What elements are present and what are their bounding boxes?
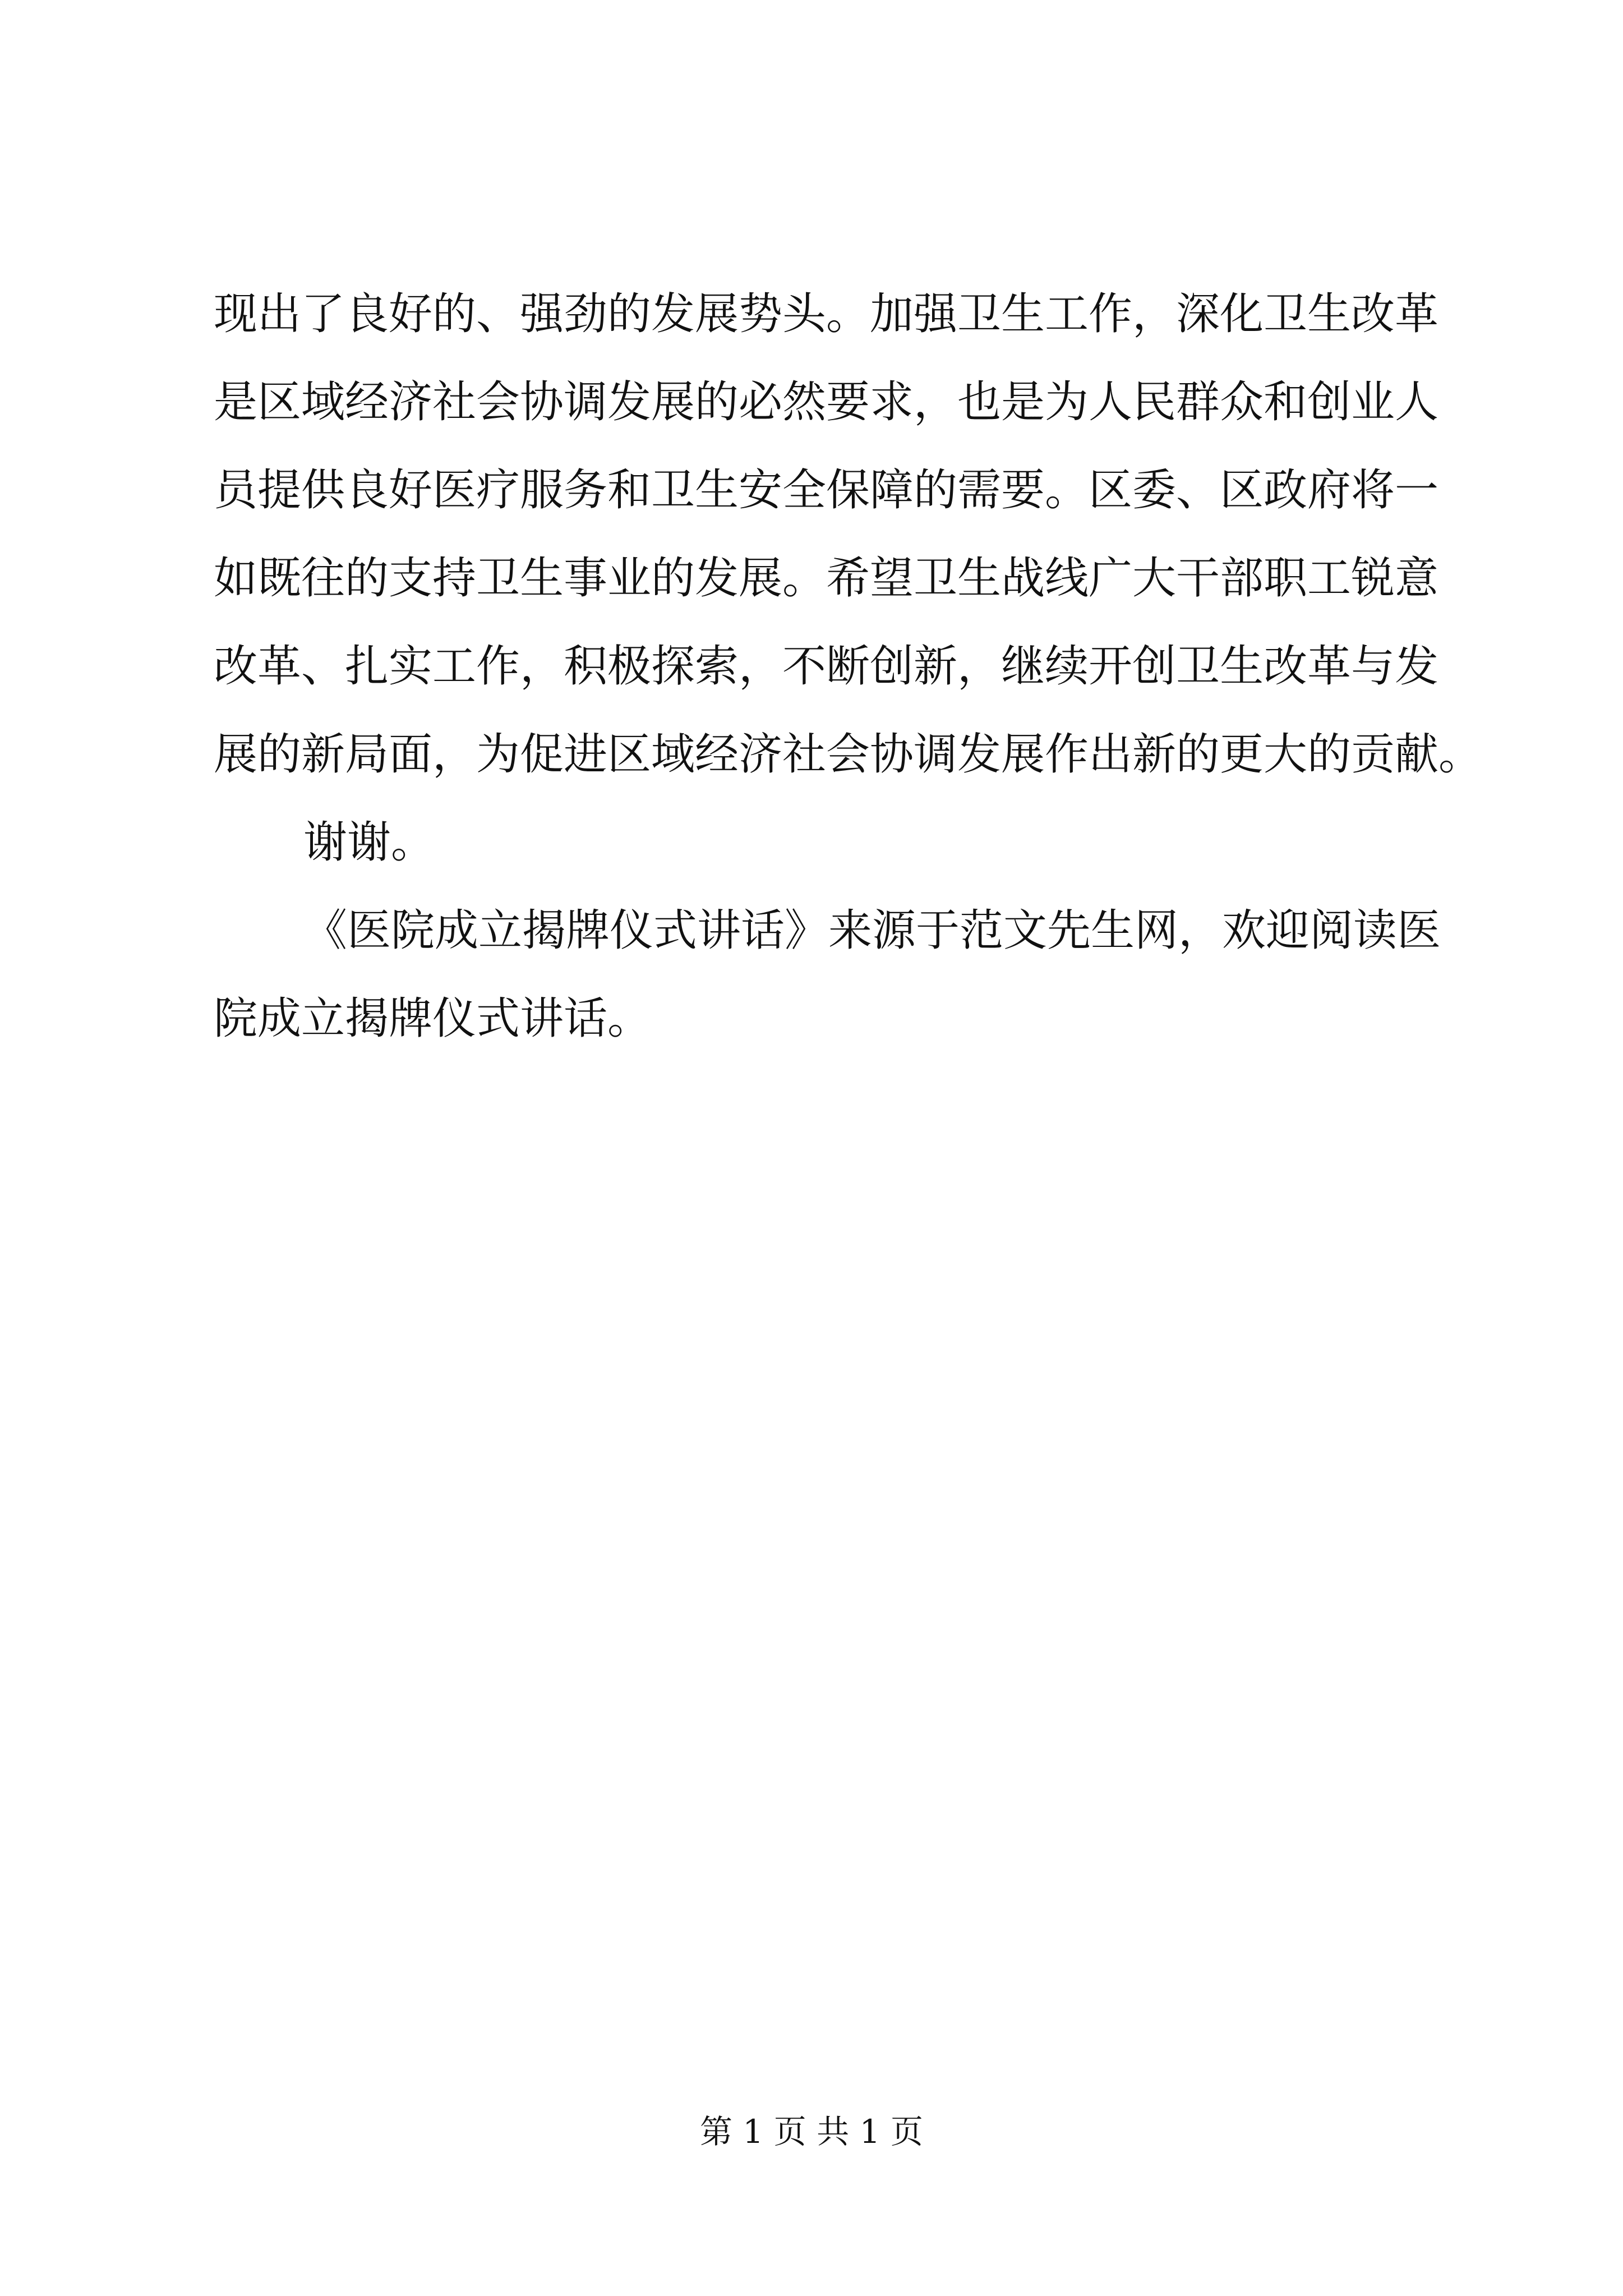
- body-line: 展的新局面，为促进区域经济社会协调发展作出新的更大的贡献。: [214, 729, 1483, 780]
- source-note-line: 院成立揭牌仪式讲话。: [214, 993, 652, 1044]
- body-line: 员提供良好医疗服务和卫生安全保障的需要。区委、区政府将一: [214, 465, 1439, 516]
- body-line: 如既往的支持卫生事业的发展。希望卫生战线广大干部职工锐意: [214, 553, 1439, 604]
- body-line: 改革、扎实工作，积极探索，不断创新，继续开创卫生改革与发: [214, 641, 1439, 692]
- page-number-footer: 第 1 页 共 1 页: [700, 2113, 923, 2151]
- body-line: 现出了良好的、强劲的发展势头。加强卫生工作，深化卫生改革: [214, 289, 1439, 339]
- source-note-line: 《医院成立揭牌仪式讲话》来源于范文先生网，欢迎阅读医: [303, 905, 1441, 956]
- thanks-line: 谢谢。: [303, 817, 435, 868]
- body-line: 是区域经济社会协调发展的必然要求，也是为人民群众和创业人: [214, 377, 1439, 427]
- document-body: [214, 270, 1483, 1063]
